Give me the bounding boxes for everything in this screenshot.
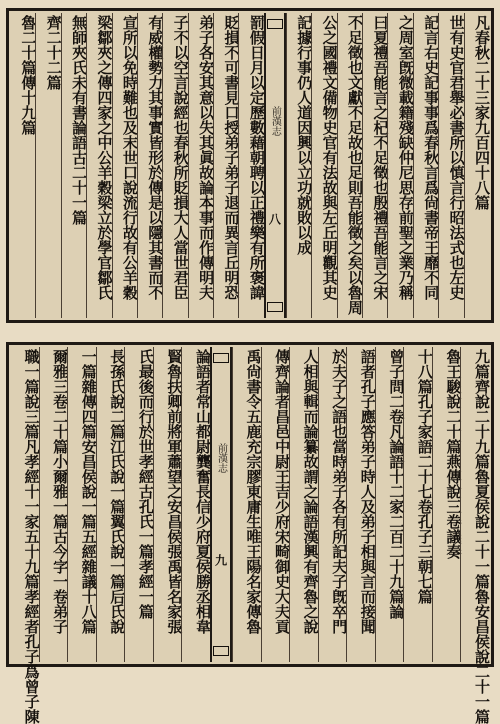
text-column: 禹尙書令五鹿充宗膠東庸生唯王陽名家傳魯 [232, 347, 261, 662]
text-column: 論語者常山都尉龔奮長信少府夏侯勝丞相韋 [181, 347, 210, 662]
fishtail-mark-icon [267, 302, 283, 312]
text-column: 宣所以免時難也及末世口說流行故有公羊穀 [112, 13, 137, 318]
text-column: 記言右史記事事爲春秋言爲尙書帝王靡不同 [413, 13, 438, 318]
text-column: 不足徵也文獻不足故也足則吾能徵之矣以魯周 [337, 13, 362, 318]
text-column: 無師夾氏未有書論語古二十一篇 [61, 13, 86, 318]
fold-title: 前漢志 [215, 443, 227, 474]
text-column: 公之國禮文備物史官有法故與左丘明觀其史 [311, 13, 336, 318]
text-column: 氏最後而行於世孝經古孔氏一篇孝經一篇 [124, 347, 153, 662]
fold-title: 前漢志 [269, 106, 281, 136]
text-column: 梁鄒夾之傳四家之中公羊穀梁立於學官鄒氏 [86, 13, 111, 318]
text-column: 賢魯扶卿前將軍蕭望之安昌侯張禹皆名家張 [153, 347, 182, 662]
text-column: 曾子問二卷凡論語十二家二百二十九篇論 [375, 347, 404, 662]
text-column: 語者孔子應答弟子時人及弟子相與言而接聞 [346, 347, 375, 662]
fishtail-mark-icon [213, 646, 229, 656]
text-column: 人相與輯而論纂故謂之論語漢興有齊魯之說 [289, 347, 318, 662]
text-column: 凡春秋二十三家九百四十八篇 [464, 13, 489, 318]
text-column: 貶損不可書見口授弟子弟子退而異言丘明恐 [213, 13, 238, 318]
text-column: 記據行事仍人道因興以立功就敗以成 [286, 13, 311, 318]
text-column: 於夫子之語也當時弟子各有所記夫子旣卒門 [318, 347, 347, 662]
text-column: 世有史官君舉必書所以慎言行昭法式也左史 [438, 13, 463, 318]
fold-page-number: 九 [213, 553, 228, 566]
text-column: 魯王駿說二十篇燕傳說三卷議奏 [432, 347, 461, 662]
text-column: 九篇齊說二十九篇魯夏侯說二十一篇魯安昌侯說二十一篇 [460, 347, 489, 662]
upper-page-columns [11, 13, 489, 318]
text-column: 一篇雜傳四篇安昌侯說一篇五經雜議十八篇 [67, 347, 96, 662]
upper-page [6, 8, 494, 323]
lower-page-columns [11, 347, 491, 724]
text-column: 曰夏禮吾能言之杞不足徵也殷禮吾能言之宋 [362, 13, 387, 318]
fishtail-mark-icon [213, 353, 229, 363]
text-column: 有威權勢力其事實皆形於傳是以隱其書而不 [137, 13, 162, 318]
fold-strip [264, 13, 286, 318]
text-column: 傳齊論者昌邑中尉王吉少府宋畸御史大夫貢 [261, 347, 290, 662]
text-column: 爾雅三卷二十篇小爾雅一篇古今字一卷弟子 [39, 347, 68, 662]
text-column: 魯二十篇傳十九篇 [19, 15, 38, 135]
lower-page [6, 342, 494, 724]
text-column: 齊二十二篇 [35, 13, 60, 318]
text-column: 之周室旣微載籍殘缺仲尼思存前聖之業乃稱 [387, 13, 412, 318]
text-column: 子不以空言說經也春秋所貶損大人當世君臣 [162, 13, 187, 318]
fold-page-number: 八 [267, 213, 282, 225]
fold-strip [210, 347, 232, 662]
text-column: 職一篇說三篇凡孝經十一家五十九篇孝經者孔子爲曾子陳 [22, 349, 41, 724]
text-column: 長孫氏說二篇江氏說一篇翼氏說一篇后氏說 [96, 347, 125, 662]
text-column: 罰假日月以定歷數藉朝聘以正禮樂有所褒諱 [238, 13, 263, 318]
fishtail-mark-icon [267, 19, 283, 29]
text-column: 十八篇孔子家語二十七卷孔子三朝七篇 [403, 347, 432, 662]
text-column: 弟子各安其意以失其眞故論本事而作傳明夫 [188, 13, 213, 318]
